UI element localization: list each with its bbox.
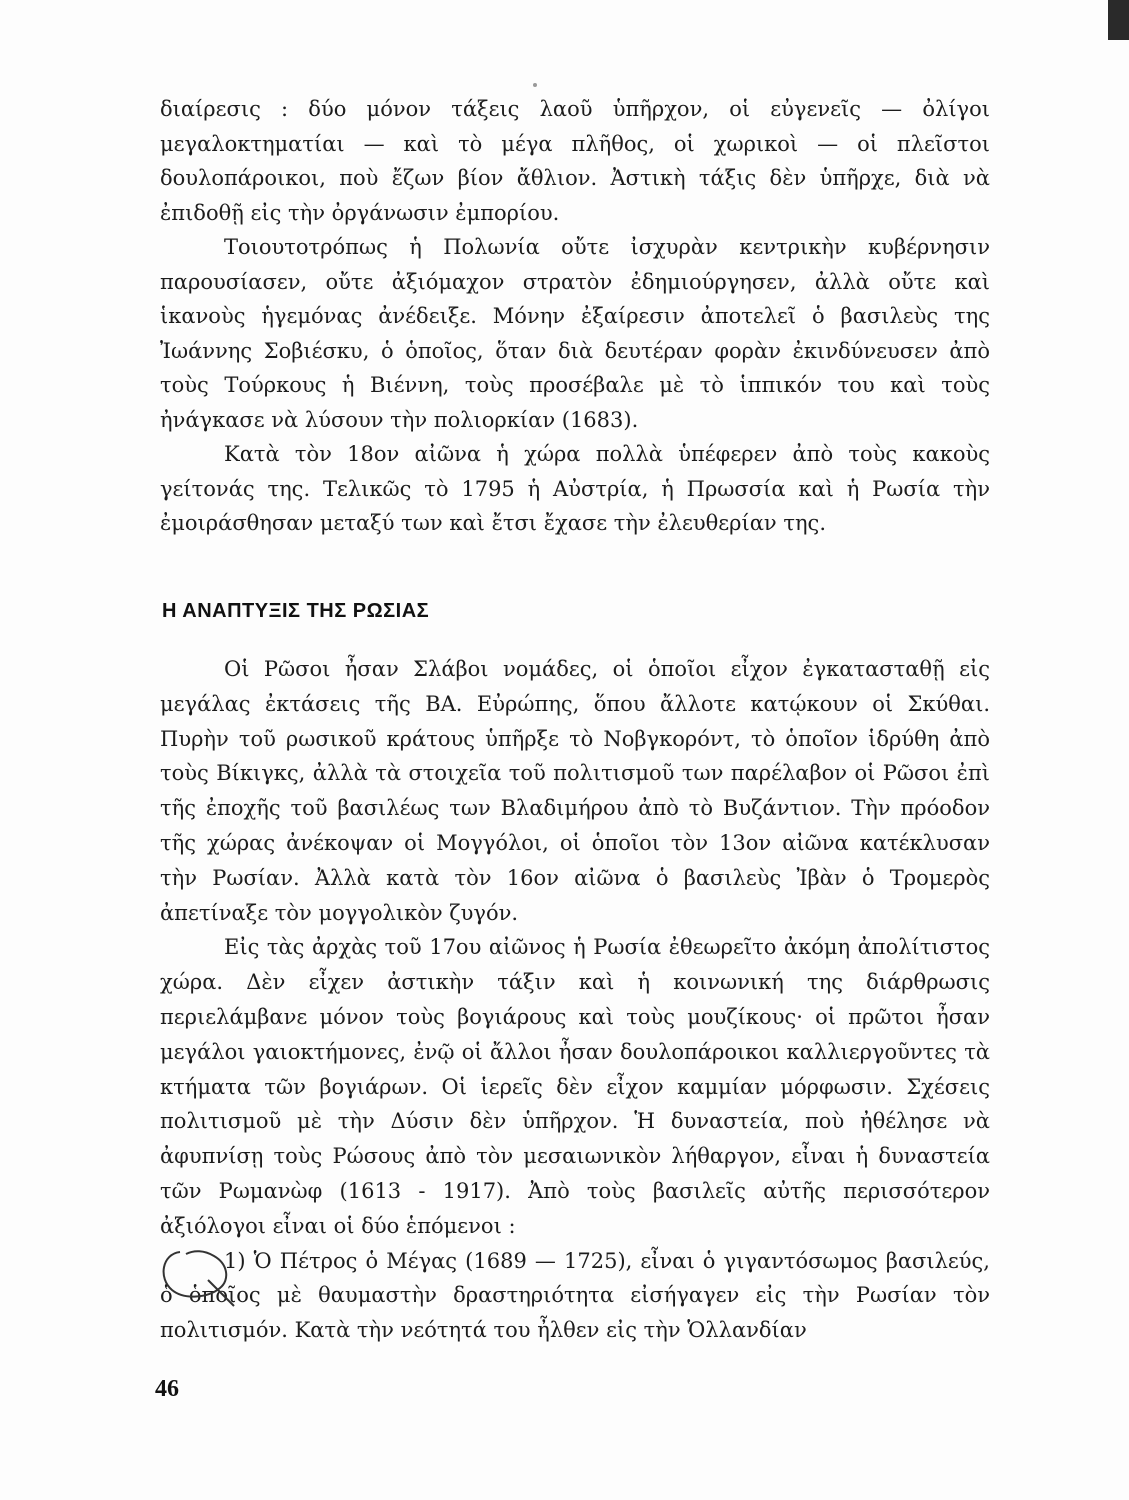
page-number: 46 [155, 1376, 179, 1402]
body-text-section-2 [160, 652, 990, 1348]
body-text-section-1 [160, 92, 990, 541]
paragraph: Κατὰ τὸν 18ον αἰῶνα ἡ χώρα πολλὰ ὑπέφερεν ἀπὸ τοὺς κακοὺς γείτονάς της. Τελικῶς τὸ 1795 ἡ Αὐστρία, ἡ Πρωσσία καὶ ἡ Ρωσία τὴν ἐμοιράσθησαν μεταξύ των καὶ ἔτσι ἔχασε τὴν ἐλευθερίαν της. [160, 442, 990, 535]
paragraph: 1) Ὁ Πέτρος ὁ Μέγας (1689 — 1725), εἶναι ὁ γιγαντόσωμος βασιλεύς, ὁ ὁποῖος μὲ θαυμαστὴν δραστηριότητα εἰσήγαγεν εἰς τὴν Ρωσίαν τὸν πολιτισμόν. Κατὰ τὴν νεότητά του ἦλθεν εἰς τὴν Ὁλλανδίαν [160, 1248, 990, 1343]
paragraph: διαίρεσις : δύο μόνον τάξεις λαοῦ ὑπῆρχον, οἱ εὐγενεῖς — ὀλίγοι μεγαλοκτηματίαι — καὶ τὸ μέγα πλῆθος, οἱ χωρικοὶ — οἱ πλεῖστοι δουλοπάροικοι, ποὺ ἔζων βίον ἄθλιον. Ἀστικὴ τάξις δὲν ὑπῆρχε, διὰ νὰ ἐπιδοθῇ εἰς τὴν ὀργάνωσιν ἐμπορίου. [160, 97, 990, 225]
paragraph: Εἰς τὰς ἀρχὰς τοῦ 17ου αἰῶνος ἡ Ρωσία ἐθεωρεῖτο ἀκόμη ἀπολίτιστος χώρα. Δὲν εἶχεν ἀστικὴν τάξιν καὶ ἡ κοινωνική της διάρθρωσις περιελάμβανε μόνον τοὺς βογιάρους καὶ τοὺς μουζίκους· οἱ πρῶτοι ἦσαν μεγάλοι γαιοκτήμονες, ἐνῷ οἱ ἄλλοι ἦσαν δουλοπάροικοι καλλιεργοῦντες τὰ κτήματα τῶν βογιάρων. Οἱ ἱερεῖς δὲν εἶχον καμμίαν μόρφωσιν. Σχέσεις πολιτισμοῦ μὲ τὴν Δύσιν δὲν ὑπῆρχον. Ἡ δυναστεία, ποὺ ἠθέλησε νὰ ἀφυπνίσῃ τοὺς Ρώσους ἀπὸ τὸν μεσαιωνικὸν λήθαργον, εἶναι ἡ δυναστεία τῶν Ρωμανὼφ (1613 - 1917). Ἀπὸ τοὺς βασιλεῖς αὐτῆς περισσότερον ἀξιόλογοι εἶναι οἱ δύο ἑπόμενοι : [160, 935, 990, 1238]
scan-edge-mark [1108, 0, 1129, 40]
section-heading: Η ΑΝΑΠΤΥΞΙΣ ΤΗΣ ΡΩΣΙΑΣ [162, 600, 430, 622]
paragraph: Τοιουτοτρόπως ἡ Πολωνία οὔτε ἰσχυρὰν κεντρικὴν κυβέρνησιν παρουσίασεν, οὔτε ἀξιόμαχον στρατὸν ἐδημιούργησεν, ἀλλὰ οὔτε καὶ ἱκανοὺς ἡγεμόνας ἀνέδειξε. Μόνην ἐξαίρεσιν ἀποτελεῖ ὁ βασιλεὺς της Ἰωάννης Σοβιέσκυ, ὁ ὁποῖος, ὅταν διὰ δευτέραν φορὰν ἐκινδύνευσεν ἀπὸ τοὺς Τούρκους ἡ Βιέννη, τοὺς προσέβαλε μὲ τὸ ἱππικόν του καὶ τοὺς ἠνάγκασε νὰ λύσουν τὴν πολιορκίαν (1683). [160, 235, 990, 432]
scan-dust-speck [533, 83, 537, 87]
paragraph: Οἱ Ρῶσοι ἦσαν Σλάβοι νομάδες, οἱ ὁποῖοι εἶχον ἐγκατασταθῇ εἰς μεγάλας ἐκτάσεις τῆς ΒΑ. Εὐρώπης, ὅπου ἄλλοτε κατῴκουν οἱ Σκύθαι. Πυρὴν τοῦ ρωσικοῦ κράτους ὑπῆρξε τὸ Νοβγκορόντ, τὸ ὁποῖον ἱδρύθη ἀπὸ τοὺς Βίκιγκς, ἀλλὰ τὰ στοιχεῖα τοῦ πολιτισμοῦ των παρέλαβον οἱ Ρῶσοι ἐπὶ τῆς ἐποχῆς τοῦ βασιλέως των Βλαδιμήρου ἀπὸ τὸ Βυζάντιον. Τὴν πρόοδον τῆς χώρας ἀνέκοψαν οἱ Μογγόλοι, οἱ ὁποῖοι τὸν 13ον αἰῶνα κατέκλυσαν τὴν Ρωσίαν. Ἀλλὰ κατὰ τὸν 16ον αἰῶνα ὁ βασιλεὺς Ἰβὰν ὁ Τρομερὸς ἀπετίναξε τὸν μογγολικὸν ζυγόν. [160, 657, 990, 925]
